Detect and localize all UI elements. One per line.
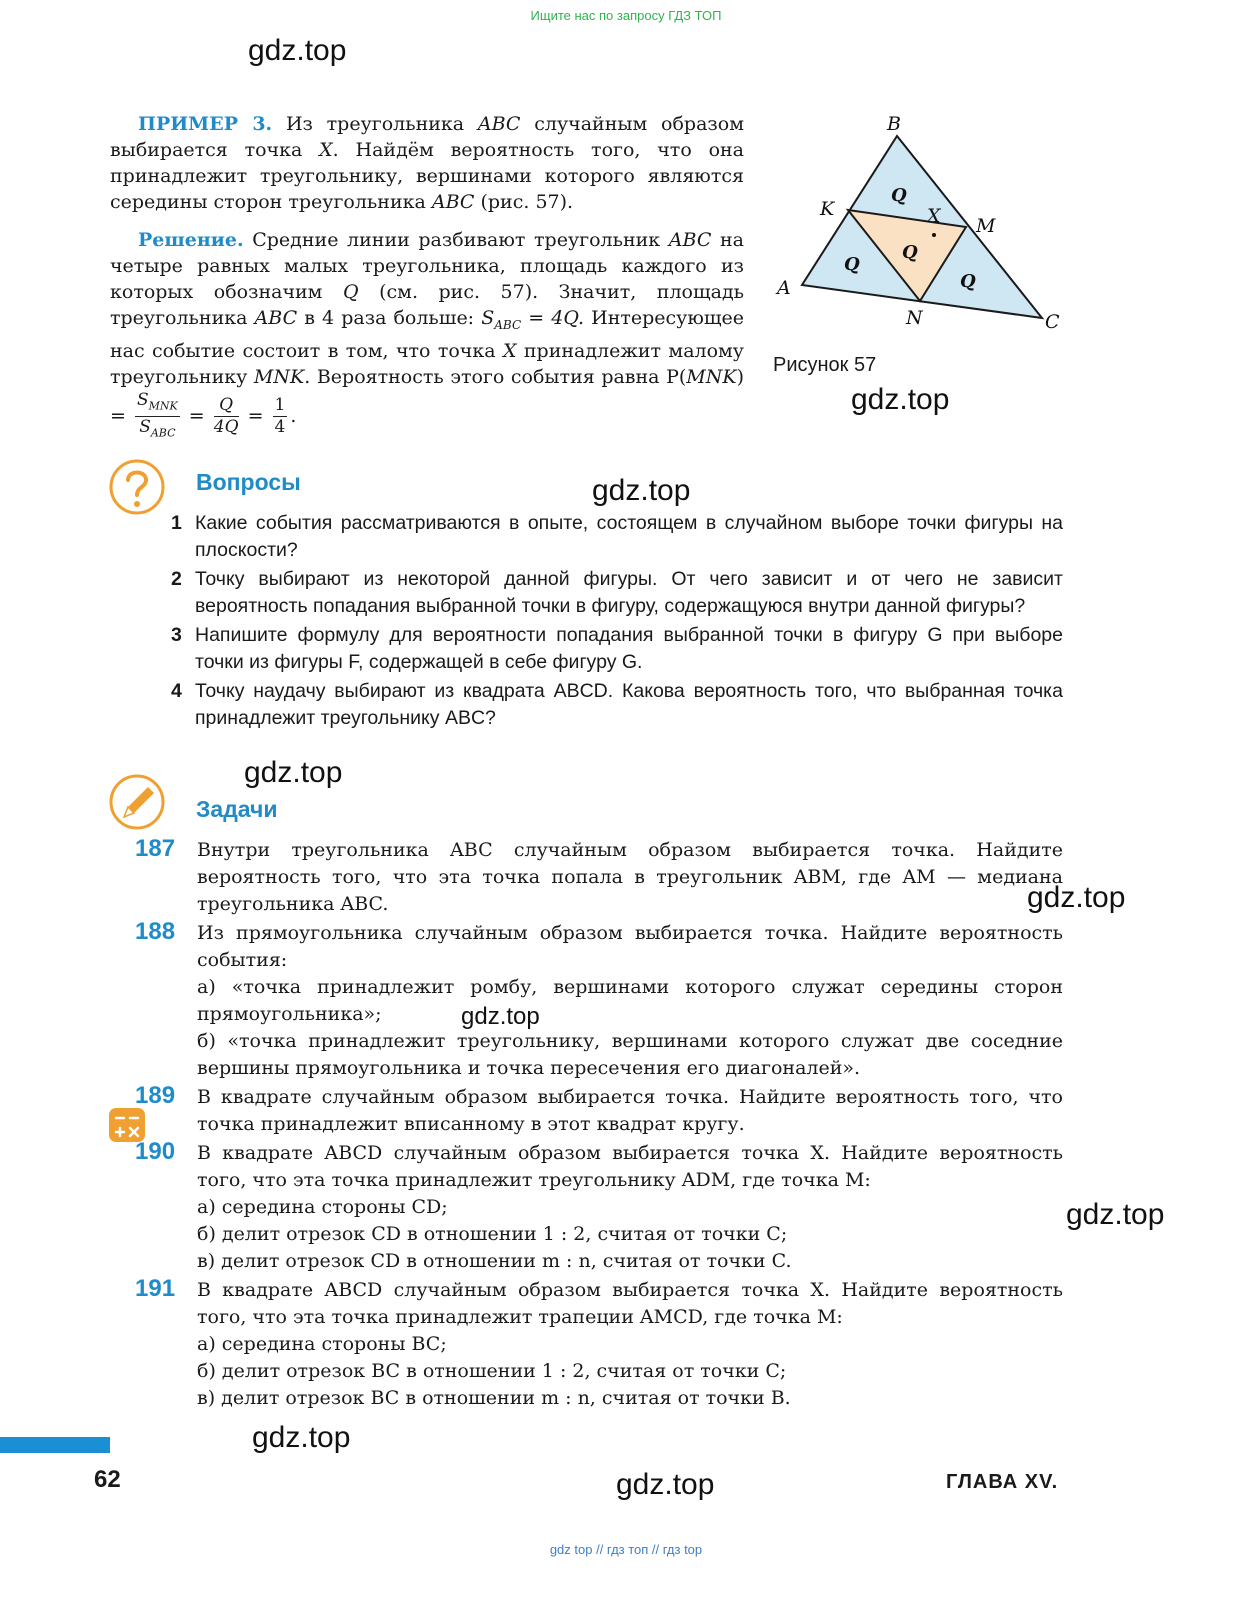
solution-label: Решение. <box>138 229 244 251</box>
point-x <box>932 233 936 237</box>
fraction-one-quarter: $\frac{1}{4}$ <box>274 395 286 438</box>
example-label: ПРИМЕР 3. <box>138 113 273 135</box>
questions-heading: Вопросы <box>196 469 301 495</box>
question-item: 4 Точку наудачу выбирают из квадрата ABCD. Какова вероятность того, что выбранная точка принадлежит треугольнику ABC? <box>171 680 1063 729</box>
label-a: A <box>777 277 791 299</box>
label-k: K <box>820 198 835 220</box>
label-q: Q <box>902 242 918 263</box>
label-x: X <box>927 205 941 227</box>
question-item: 1 Какие события рассматриваются в опыте, состоящем в случайном выборе точки фигуры на плоскости? <box>171 512 1063 561</box>
label-b: B <box>887 113 901 135</box>
solution-paragraph: Решение. Средние линии разбивают треугольник ABC на четыре равных малых треугольника, площадь каждого из которых обозначим Q (см. рис. 57). Значит, площадь треугольника ABC в 4 раза больше: $S_{ABC} = 4Q$. Интересующее нас событие состоит в том, что точка X принадлежит малому треугольнику MNK. Вероятность этого события равна P(MNK) = $\frac{S_{MNK}}{S_{ABC}}$ = $\frac{Q}{4Q}$ = $\frac{1}{4}$ . <box>110 227 744 444</box>
page-number: 62 <box>94 1466 121 1493</box>
watermark: gdz.top <box>1066 1198 1165 1231</box>
label-m: M <box>976 215 996 237</box>
task-190: 190 В квадрате ABCD случайным образом выбирается точка X. Найдите вероятность того, что эта точка принадлежит треугольнику ADM, где точка M: а) середина стороны CD; б) делит отрезок CD в отношении 1 : 2, считая от точки C; в) делит отрезок CD в отношении m : n, считая от точки C. <box>135 1138 1063 1272</box>
label-c: C <box>1045 311 1060 333</box>
question-item: 2 Точку выбирают из некоторой данной фигуры. От чего зависит и от чего не зависит вероятность попадания выбранной точки в фигуру, содержащуюся внутри данной фигуры? <box>171 568 1063 617</box>
task-187: 187 Внутри треугольника ABC случайным образом выбирается точка. Найдите вероятность того, что эта точка попала в треугольник ABM, где AM — медиана треугольника ABC. <box>135 835 1063 915</box>
watermark: gdz.top <box>248 34 347 67</box>
tasks-list <box>135 835 1063 1412</box>
fraction-q-4q: $\frac{Q}{4Q}$ <box>213 395 239 438</box>
label-q: Q <box>891 185 907 206</box>
watermark: gdz.top <box>616 1468 715 1501</box>
questions-list <box>171 510 1063 732</box>
top-banner: Ищите нас по запросу ГДЗ ТОП <box>530 8 722 23</box>
watermark: gdz.top <box>592 474 691 507</box>
question-icon <box>108 458 166 516</box>
chapter-label: ГЛАВА XV. <box>946 1471 1059 1493</box>
task-191: 191 В квадрате ABCD случайным образом выбирается точка X. Найдите вероятность того, что эта точка принадлежит трапеции AMCD, где точка M: а) середина стороны BC; б) делит отрезок BC в отношении 1 : 2, считая от точки C; в) делит отрезок BC в отношении m : n, считая от точки B. <box>135 1275 1063 1409</box>
label-n: N <box>906 307 923 329</box>
pencil-icon <box>108 773 166 831</box>
fraction-s-mnk-s-abc: $\frac{S_{MNK}}{S_{ABC}}$ <box>136 389 178 440</box>
watermark: gdz.top <box>244 756 343 789</box>
triangle-figure <box>770 110 1070 340</box>
watermark: gdz.top <box>851 383 950 416</box>
page-accent-bar <box>0 1437 110 1453</box>
label-q: Q <box>844 254 860 275</box>
watermark: gdz.top <box>252 1421 351 1454</box>
watermark: gdz.top <box>461 1003 540 1030</box>
task-189: 189 В квадрате случайным образом выбирается точка. Найдите вероятность того, что точка принадлежит вписанному в этот квадрат кругу. <box>135 1082 1063 1135</box>
task-188: 188 Из прямоугольника случайным образом выбирается точка. Найдите вероятность события: а) «точка принадлежит ромбу, вершинами которого служат середины сторон прямоугольника»; б) «точка принадлежит треугольнику, вершинами которого служат две соседние вершины прямоугольника и точка пересечения его диагоналей». <box>135 918 1063 1079</box>
watermark: gdz.top <box>1027 881 1126 914</box>
tasks-heading: Задачи <box>196 796 278 822</box>
footer-links[interactable]: gdz top // гдз топ // гдз top <box>549 1542 703 1557</box>
question-item: 3 Напишите формулу для вероятности попадания выбранной точки в фигуру G при выборе точки из фигуры F, содержащей в себе фигуру G. <box>171 624 1063 673</box>
label-q: Q <box>960 271 976 292</box>
example-paragraph: ПРИМЕР 3. Из треугольника ABC случайным образом выбирается точка X. Найдём вероятность того, что она принадлежит треугольнику, вершинами которого являются середины сторон треугольника ABC (рис. 57). <box>110 113 744 213</box>
figure-caption: Рисунок 57 <box>773 354 877 376</box>
